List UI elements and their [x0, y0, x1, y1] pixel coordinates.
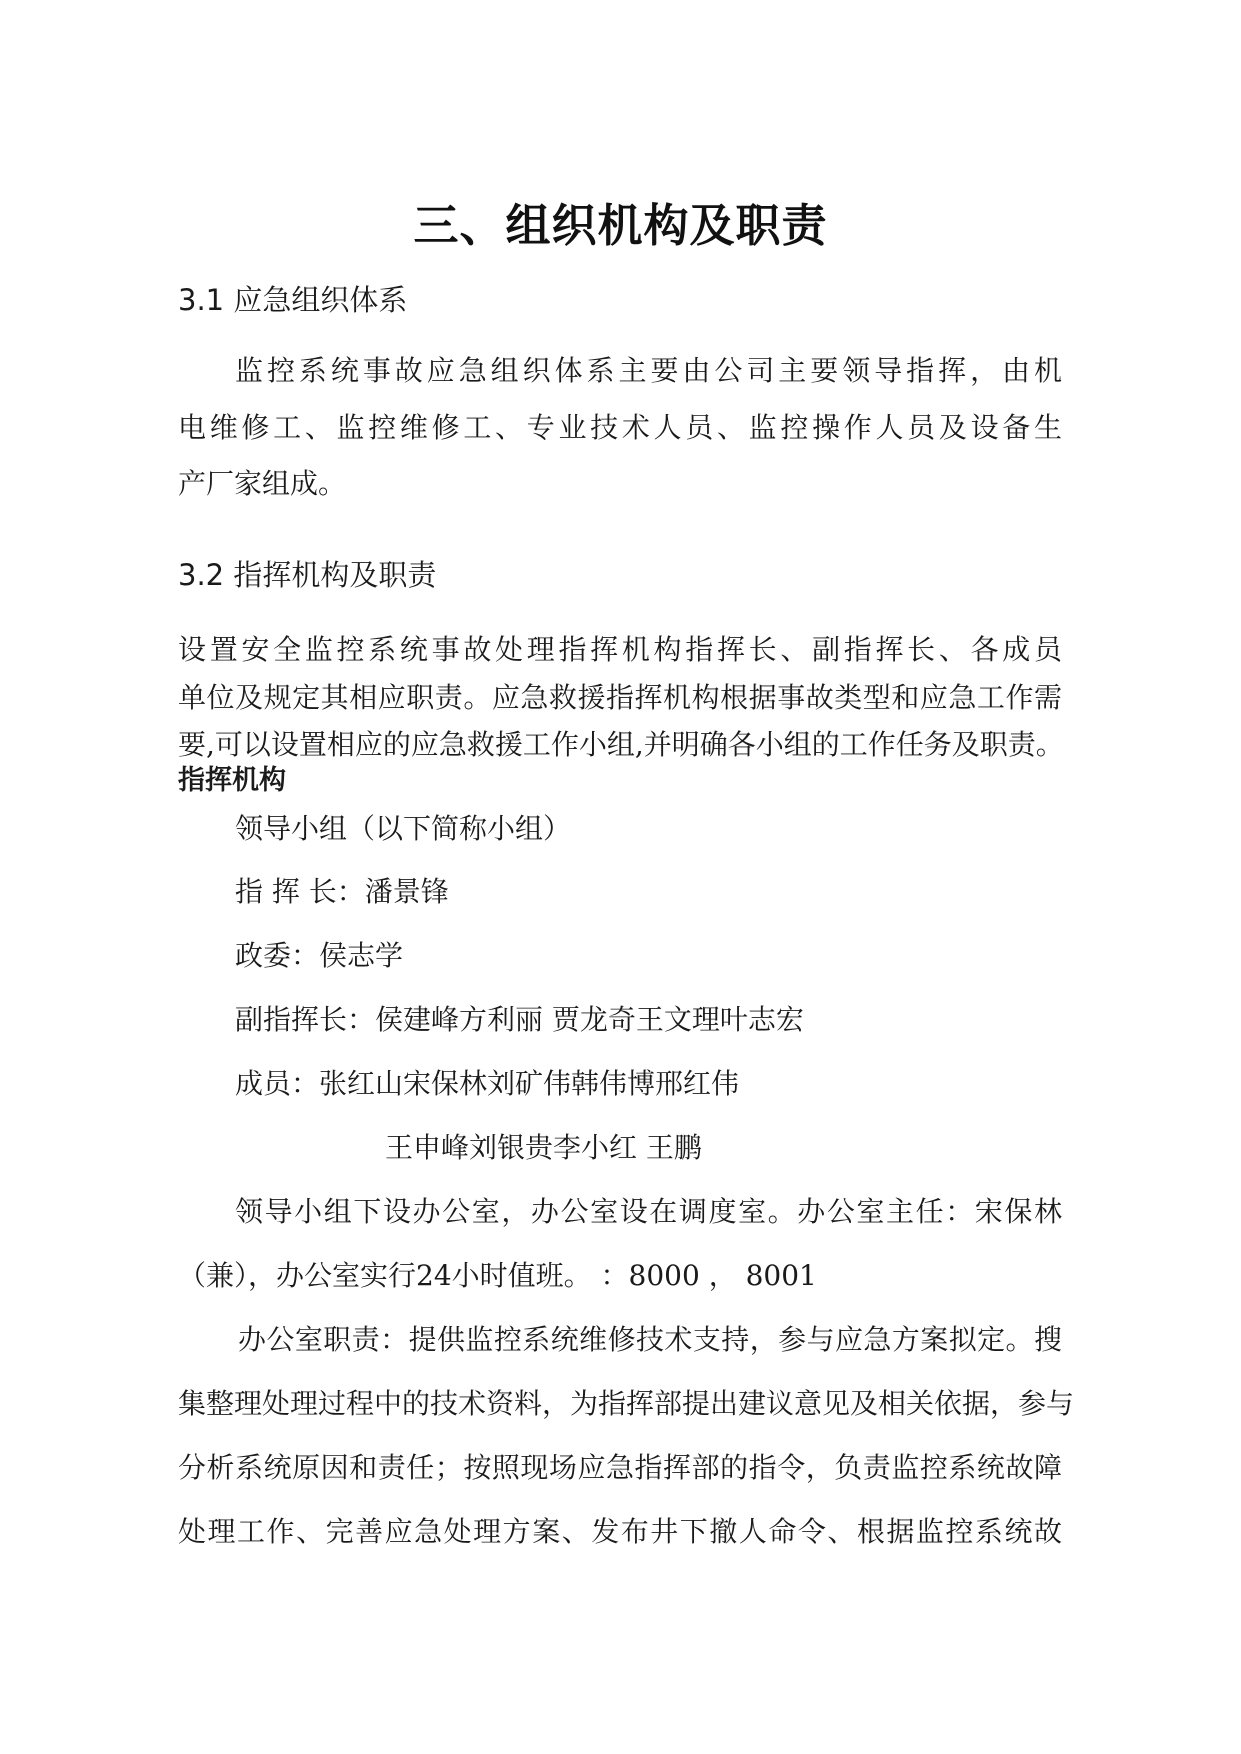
- section-heading-3-2: 3.2 指挥机构及职责: [178, 558, 437, 592]
- section-heading-3-1: 3.1 应急组织体系: [178, 283, 408, 317]
- roster-line: 领导小组（以下简称小组）: [235, 812, 572, 845]
- duty-line: 处理工作、完善应急处理方案、发布井下撤人命令、根据监控系统故: [178, 1515, 1062, 1548]
- paragraph-line: 设置安全监控系统事故处理指挥机构指挥长、副指挥长、各成员: [178, 633, 1062, 666]
- office-line: （兼），办公室实行24小时值班。 ：8000 ， 8001: [178, 1259, 817, 1292]
- roster-line: 政委：侯志学: [235, 939, 404, 972]
- office-line: 领导小组下设办公室，办公室设在调度室。办公室主任：宋保林: [235, 1195, 1062, 1228]
- page-title: 三、组织机构及职责: [413, 199, 828, 252]
- paragraph-line: 要,可以设置相应的应急救援工作小组,并明确各小组的工作任务及职责。: [178, 728, 1064, 761]
- roster-line: 王申峰刘银贵李小红 王鹏: [385, 1131, 702, 1164]
- roster-line: 成员：张红山宋保林刘矿伟韩伟博邢红伟: [235, 1067, 740, 1100]
- roster-line: 指 挥 长：潘景锋: [235, 875, 449, 908]
- roster-line: 副指挥长：侯建峰方利丽 贾龙奇王文理叶志宏: [235, 1003, 804, 1036]
- paragraph-line: 产厂家组成。: [178, 467, 347, 500]
- paragraph-line: 电维修工、监控维修工、专业技术人员、监控操作人员及设备生: [178, 411, 1062, 444]
- duty-line: 分析系统原因和责任；按照现场应急指挥部的指令，负责监控系统故障: [178, 1451, 1062, 1484]
- duty-line: 办公室职责：提供监控系统维修技术支持，参与应急方案拟定。搜: [238, 1323, 1062, 1356]
- paragraph-line: 监控系统事故应急组织体系主要由公司主要领导指挥，由机: [235, 354, 1062, 387]
- command-structure-heading: 指挥机构: [178, 765, 286, 796]
- duty-line: 集整理处理过程中的技术资料，为指挥部提出建议意见及相关依据，参与: [178, 1387, 1075, 1420]
- paragraph-line: 单位及规定其相应职责。应急救援指挥机构根据事故类型和应急工作需: [178, 681, 1062, 714]
